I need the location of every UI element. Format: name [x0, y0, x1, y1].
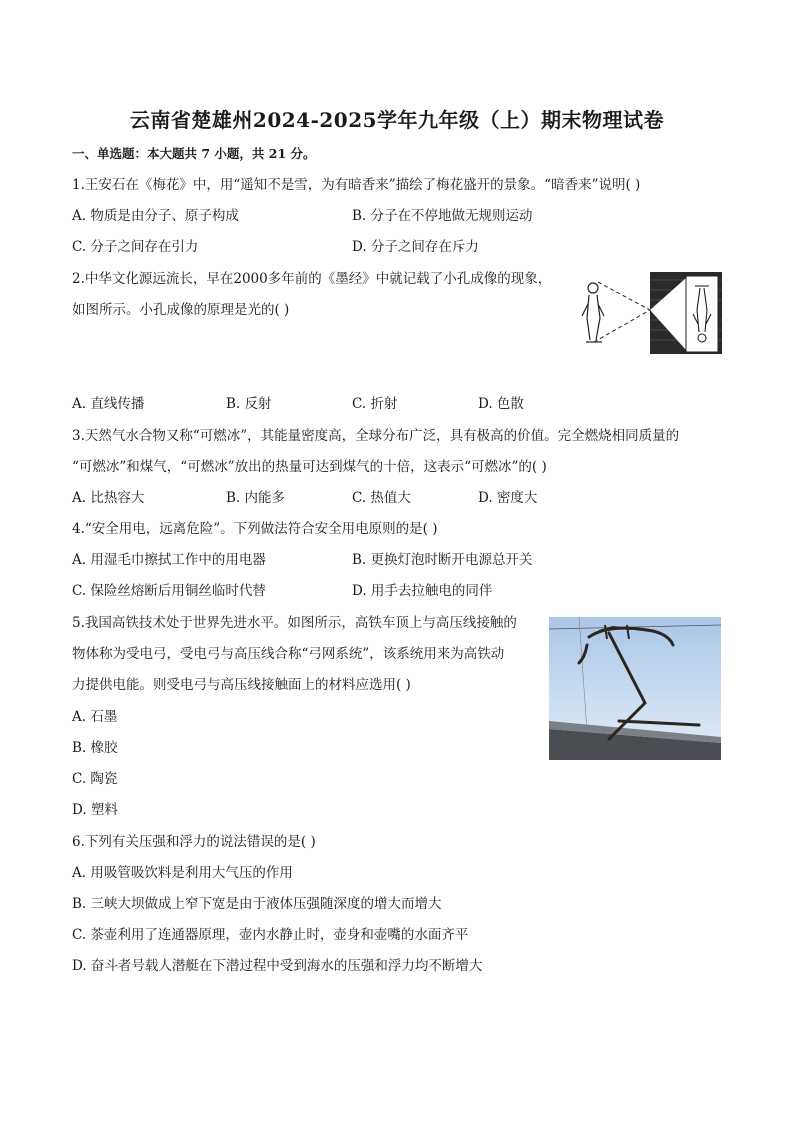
- question-2-stem-line2: 如图所示。小孔成像的原理是光的( ): [72, 302, 290, 318]
- question-5-stem-line3: 力提供电能。则受电弓与高压线接触面上的材料应选用( ): [72, 677, 411, 693]
- q6-option-a: A. 用吸管吸饮料是利用大气压的作用: [72, 865, 293, 881]
- question-2-stem-line1: 2.中华文化源远流长，早在2000多年前的《墨经》中就记载了小孔成像的现象，: [72, 271, 552, 287]
- pantograph-photo: [549, 617, 721, 760]
- q4-option-a: A. 用湿毛巾擦拭工作中的用电器: [72, 552, 266, 568]
- q5-option-a: A. 石墨: [72, 709, 118, 725]
- q6-option-c: C. 茶壶利用了连通器原理，壶内水静止时，壶身和壶嘴的水面齐平: [72, 927, 469, 943]
- q2-option-b: B. 反射: [226, 396, 272, 412]
- question-6-stem: 6.下列有关压强和浮力的说法错误的是( ): [72, 834, 316, 850]
- q5-option-c: C. 陶瓷: [72, 771, 118, 787]
- q4-option-d: D. 用手去拉触电的同伴: [352, 583, 493, 599]
- q2-option-c: C. 折射: [352, 396, 398, 412]
- q3-option-d: D. 密度大: [478, 490, 538, 506]
- exam-title: 云南省楚雄州2024-2025学年九年级（上）期末物理试卷: [129, 108, 665, 132]
- q3-option-a: A. 比热容大: [72, 490, 145, 506]
- q1-option-c: C. 分子之间存在引力: [72, 239, 199, 255]
- q6-option-b: B. 三峡大坝做成上窄下宽是由于液体压强随深度的增大而增大: [72, 896, 442, 912]
- q5-option-b: B. 橡胶: [72, 740, 118, 756]
- question-3-stem-line1: 3.天然气水合物又称“可燃冰”，其能量密度高，全球分布广泛，具有极高的价值。完全燃烧相同质量的: [72, 428, 680, 444]
- q2-option-d: D. 色散: [478, 396, 524, 412]
- question-1-stem: 1.王安石在《梅花》中，用“遥知不是雪，为有暗香来”描绘了梅花盛开的景象。“暗香来”说明( ): [72, 177, 641, 193]
- question-3-stem-line2: “可燃冰”和煤气，“可燃冰”放出的热量可达到煤气的十倍，这表示“可燃冰”的( ): [72, 459, 547, 475]
- q5-option-d: D. 塑料: [72, 802, 118, 818]
- q1-option-a: A. 物质是由分子、原子构成: [72, 208, 239, 224]
- q4-option-c: C. 保险丝熔断后用铜丝临时代替: [72, 583, 266, 599]
- pinhole-camera-figure: [578, 270, 724, 356]
- q3-option-c: C. 热值大: [352, 490, 411, 506]
- q6-option-d: D. 奋斗者号载人潜艇在下潜过程中受到海水的压强和浮力均不断增大: [72, 958, 483, 974]
- q1-option-b: B. 分子在不停地做无规则运动: [352, 208, 533, 224]
- q2-option-a: A. 直线传播: [72, 396, 145, 412]
- q3-option-b: B. 内能多: [226, 490, 286, 506]
- q1-option-d: D. 分子之间存在斥力: [352, 239, 479, 255]
- question-5-stem-line2: 物体称为受电弓，受电弓与高压线合称“弓网系统”，该系统用来为高铁动: [72, 646, 505, 662]
- section-heading: 一、单选题：本大题共 7 小题，共 21 分。: [72, 146, 316, 161]
- q4-option-b: B. 更换灯泡时断开电源总开关: [352, 552, 533, 568]
- object-figure: [582, 283, 604, 342]
- question-4-stem: 4.“安全用电，远离危险”。下列做法符合安全用电原则的是( ): [72, 521, 438, 537]
- question-5-stem-line1: 5.我国高铁技术处于世界先进水平。如图所示，高铁车顶上与高压线接触的: [72, 615, 517, 631]
